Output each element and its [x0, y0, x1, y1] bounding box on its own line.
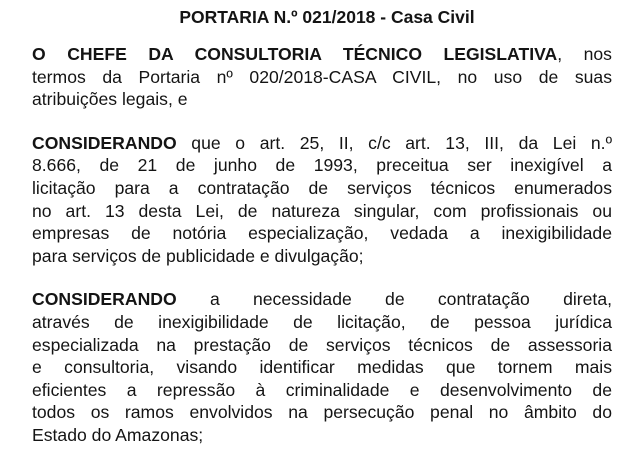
- text-line: e consultoria, visando identificar medidas que tornem mais: [32, 357, 612, 378]
- text-segment: a necessidade de contratação direta,: [176, 289, 612, 310]
- text-line: todos os ramos envolvidos na persecução penal no âmbito do: [32, 402, 612, 423]
- text-line: eficientes a repressão à criminalidade e desenvolvimento de: [32, 379, 612, 400]
- text-line: [32, 43, 612, 66]
- text-line: no art. 13 desta Lei, de natureza singular, com profissionais ou: [32, 200, 612, 221]
- text-line: [32, 132, 612, 155]
- text-line: para serviços de publicidade e divulgação;: [32, 245, 364, 266]
- text-line: especializada na prestação de serviços técnicos de assessoria: [32, 334, 612, 355]
- document-title: PORTARIA N.º 021/2018 - Casa Civil: [179, 7, 475, 27]
- document-page: [32, 0, 612, 447]
- paragraph-considerando-2: [32, 288, 612, 446]
- text-line: atribuições legais, e: [32, 89, 188, 110]
- text-line: [32, 288, 612, 311]
- text-segment: que o art. 25, II, c/c art. 13, III, da Lei n.º: [176, 132, 612, 153]
- text-segment: , nos: [557, 44, 612, 64]
- paragraph-lead: CONSIDERANDO: [32, 132, 177, 153]
- text-line: Estado do Amazonas;: [32, 424, 204, 445]
- paragraph-lead: O CHEFE DA CONSULTORIA TÉCNICO LEGISLATIVA: [32, 44, 558, 64]
- text-line: através de inexigibilidade de licitação, de pessoa jurídica: [32, 311, 612, 332]
- paragraph-preamble: [32, 43, 612, 111]
- text-line: termos da Portaria nº 020/2018-CASA CIVIL, no uso de suas: [32, 66, 612, 87]
- paragraph-lead: CONSIDERANDO: [32, 289, 177, 310]
- paragraph-considerando-1: [32, 132, 612, 268]
- text-line: licitação para a contratação de serviços técnicos enumerados: [32, 177, 612, 198]
- text-line: empresas de notória especialização, vedada a inexigibilidade: [32, 223, 612, 244]
- text-line: 8.666, de 21 de junho de 1993, preceitua ser inexigível a: [32, 155, 612, 176]
